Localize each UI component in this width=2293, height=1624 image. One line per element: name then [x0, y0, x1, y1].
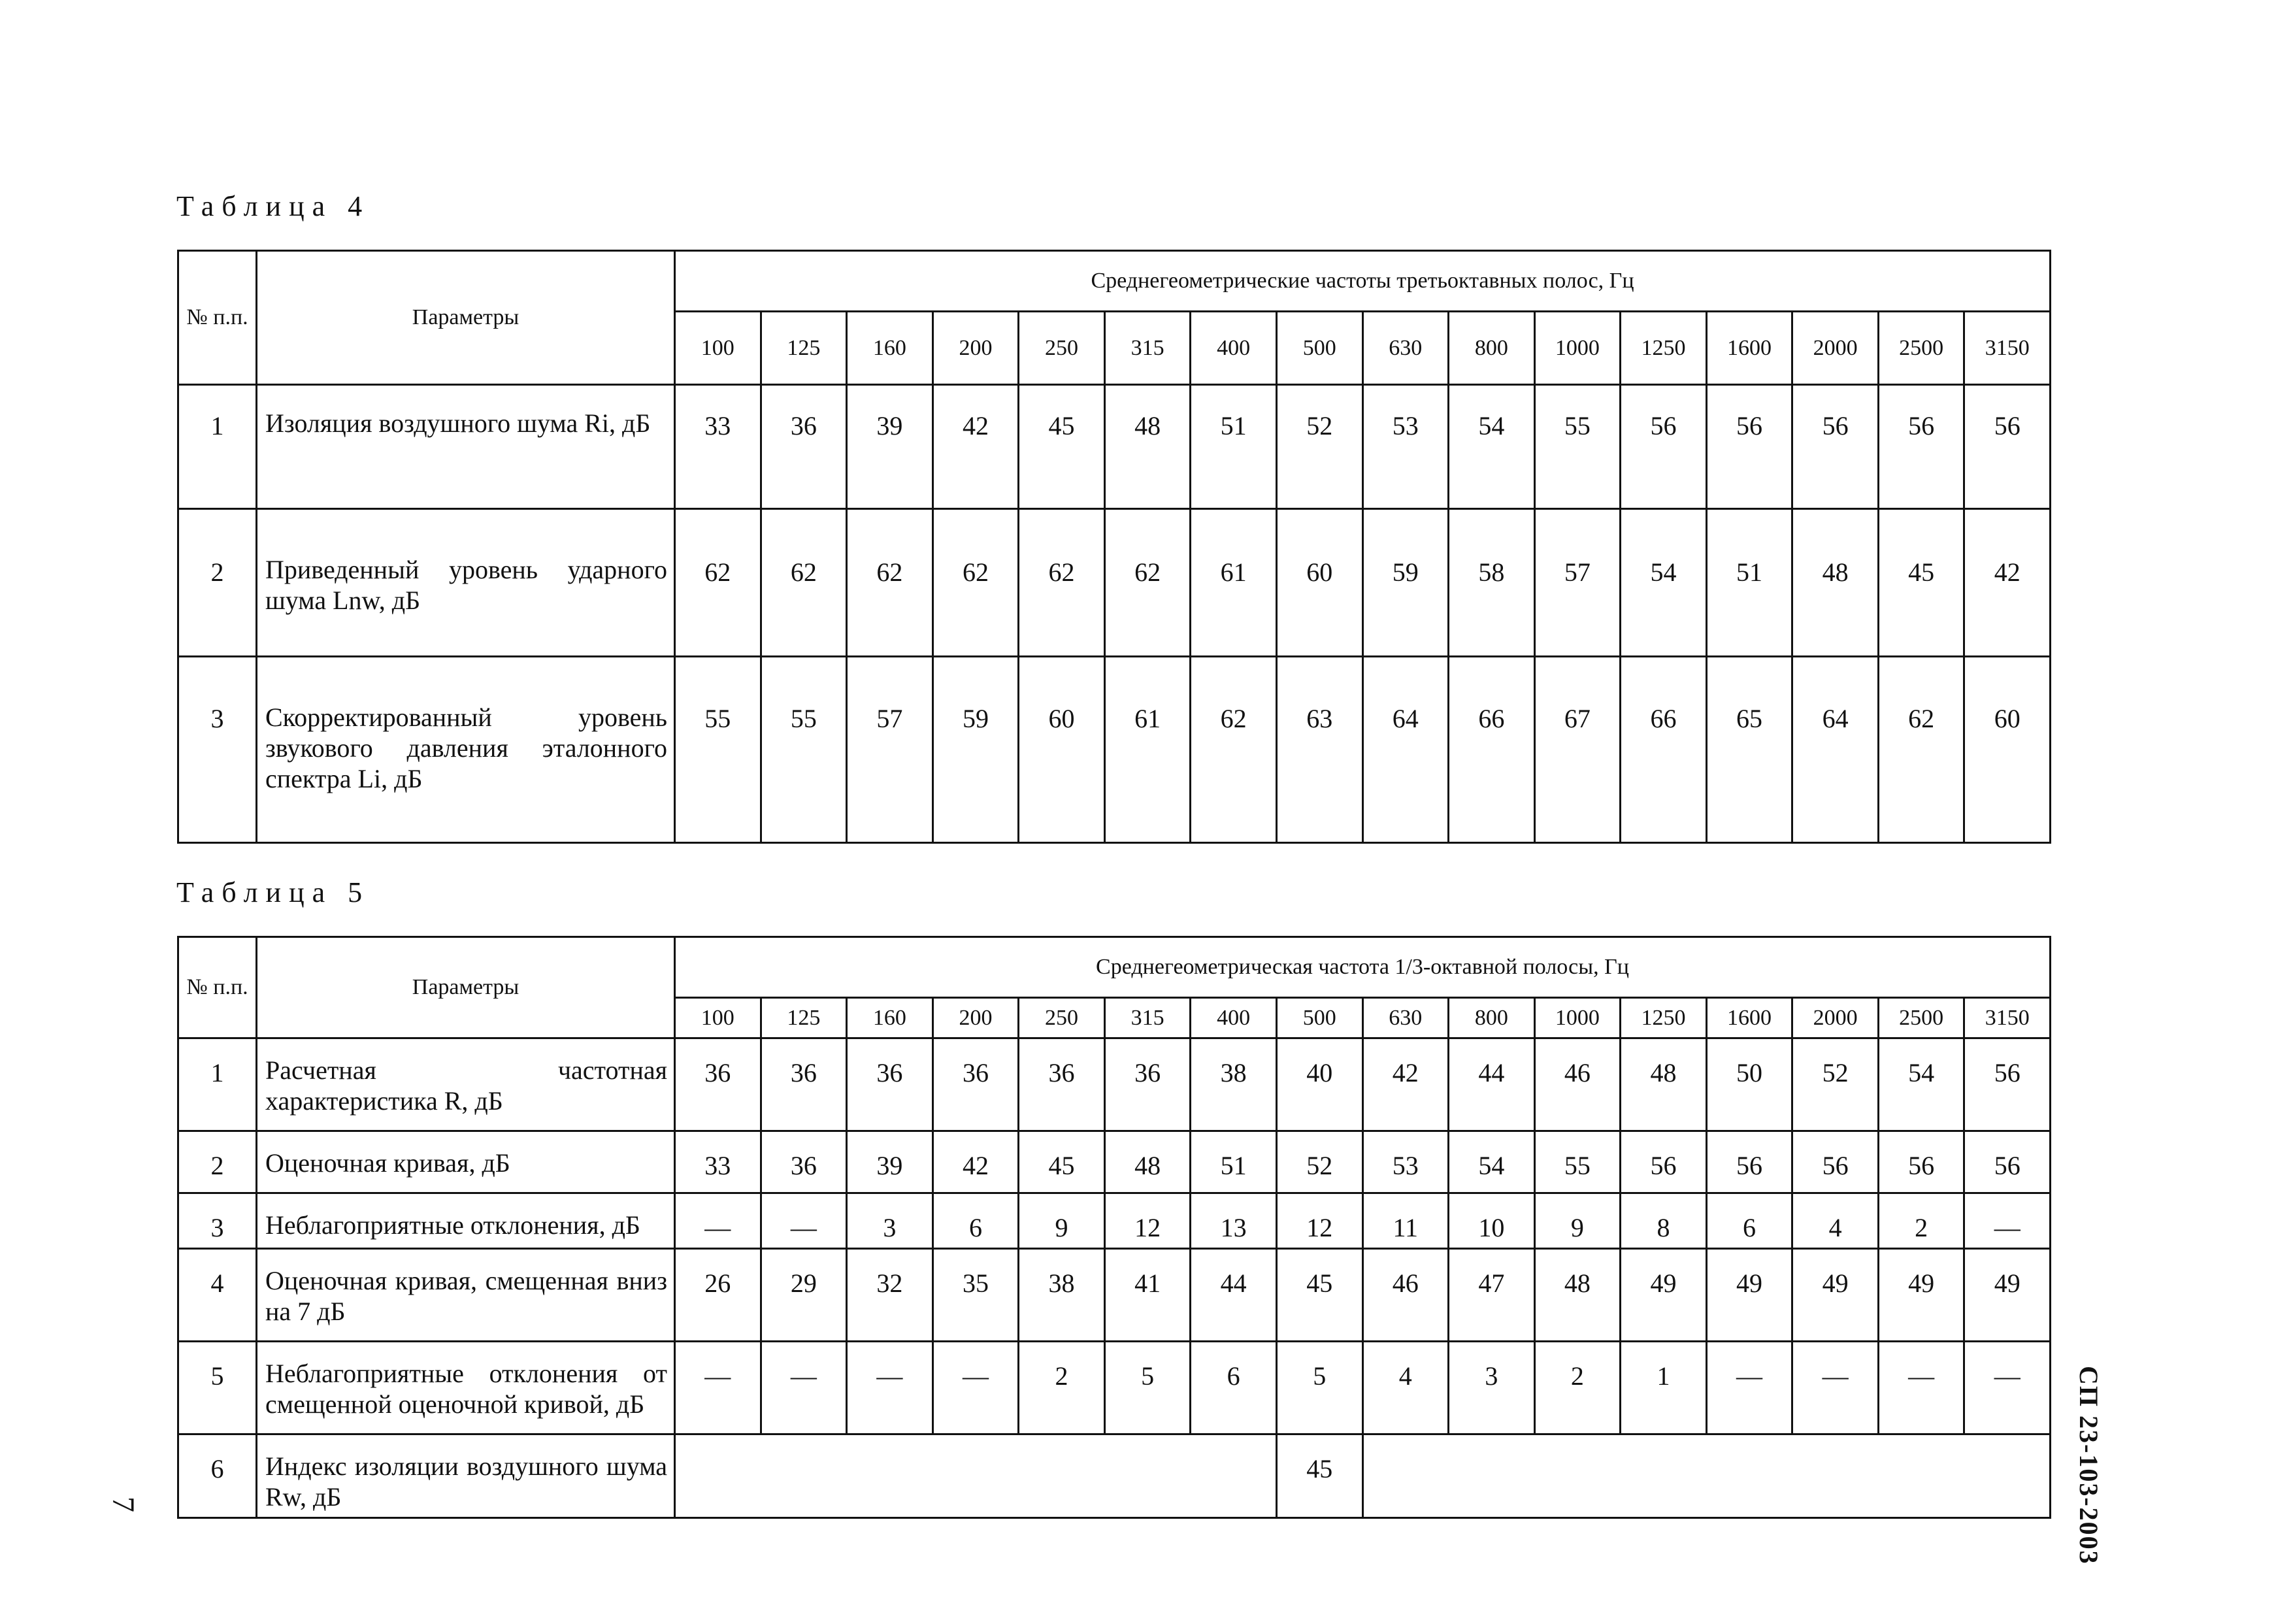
- value-cell: 62: [1104, 509, 1191, 657]
- value-cell: 6: [932, 1193, 1019, 1249]
- freq-cell: 800: [1449, 998, 1535, 1038]
- col-params-header: Параметры: [257, 251, 675, 385]
- value-cell: 36: [761, 385, 847, 509]
- value-cell: 49: [1878, 1249, 1964, 1342]
- value-cell: 36: [847, 1038, 933, 1131]
- value-cell: 5: [1104, 1342, 1191, 1434]
- table-row: [178, 1038, 2051, 1131]
- frequency-header: Среднегеометрическая частота 1/3-октавной полосы, Гц: [675, 937, 2051, 998]
- row-parameter: Приведенный уровень ударного шума Lnw, дБ: [257, 509, 675, 657]
- value-cell: 54: [1449, 1131, 1535, 1193]
- col-params-header: Параметры: [257, 937, 675, 1038]
- row-parameter: Изоляция воздушного шума Ri, дБ: [257, 385, 675, 509]
- freq-cell: 400: [1191, 312, 1277, 385]
- value-cell: 33: [675, 1131, 761, 1193]
- value-cell: 45: [1019, 385, 1105, 509]
- row-number: 4: [178, 1249, 257, 1342]
- value-cell: 8: [1621, 1193, 1707, 1249]
- value-cell: 60: [1964, 657, 2051, 843]
- value-cell: 56: [1792, 385, 1879, 509]
- freq-cell: 100: [675, 998, 761, 1038]
- freq-cell: 400: [1191, 998, 1277, 1038]
- value-cell: 9: [1534, 1193, 1621, 1249]
- freq-cell: 160: [847, 312, 933, 385]
- value-cell: 2: [1534, 1342, 1621, 1434]
- freq-cell: 100: [675, 312, 761, 385]
- row-number: 3: [178, 1193, 257, 1249]
- freq-cell: 315: [1104, 998, 1191, 1038]
- value-cell: 38: [1191, 1038, 1277, 1131]
- value-cell: 61: [1191, 509, 1277, 657]
- value-cell: 52: [1276, 385, 1362, 509]
- value-cell: 55: [675, 657, 761, 843]
- value-cell: 55: [761, 657, 847, 843]
- row-parameter: Оценочная кривая, дБ: [257, 1131, 675, 1193]
- value-cell: 62: [1878, 657, 1964, 843]
- value-cell: 42: [1362, 1038, 1449, 1131]
- value-cell: 36: [761, 1038, 847, 1131]
- value-cell: 33: [675, 385, 761, 509]
- table-row: [178, 1131, 2051, 1193]
- freq-cell: 1600: [1706, 998, 1792, 1038]
- value-cell: 48: [1534, 1249, 1621, 1342]
- value-cell: 10: [1449, 1193, 1535, 1249]
- freq-cell: 3150: [1964, 312, 2051, 385]
- value-cell: 56: [1964, 1038, 2051, 1131]
- value-cell: 36: [932, 1038, 1019, 1131]
- value-cell: 56: [1621, 385, 1707, 509]
- table-row: [178, 1342, 2051, 1434]
- freq-cell: 1000: [1534, 998, 1621, 1038]
- value-cell: 60: [1276, 509, 1362, 657]
- value-cell: 56: [1878, 385, 1964, 509]
- freq-cell: 125: [761, 312, 847, 385]
- value-cell: 56: [1706, 1131, 1792, 1193]
- value-cell: 55: [1534, 385, 1621, 509]
- value-cell: 49: [1964, 1249, 2051, 1342]
- value-cell: 36: [1104, 1038, 1191, 1131]
- value-cell: 42: [1964, 509, 2051, 657]
- value-cell: —: [932, 1342, 1019, 1434]
- value-cell: 45: [1878, 509, 1964, 657]
- row-number: 3: [178, 657, 257, 843]
- row-parameter: Скорректированный уровень звукового давления эталонного спектра Li, дБ: [257, 657, 675, 843]
- value-cell: 49: [1621, 1249, 1707, 1342]
- value-cell: —: [761, 1342, 847, 1434]
- value-cell: —: [675, 1342, 761, 1434]
- value-cell: 6: [1191, 1342, 1277, 1434]
- freq-cell: 1000: [1534, 312, 1621, 385]
- value-cell: 56: [1964, 385, 2051, 509]
- row-parameter: Неблагоприятные отклонения, дБ: [257, 1193, 675, 1249]
- value-cell: 11: [1362, 1193, 1449, 1249]
- page-number: 7: [106, 1497, 140, 1512]
- table5-caption: Таблица 5: [176, 876, 371, 908]
- value-cell: 52: [1792, 1038, 1879, 1131]
- value-cell: 42: [932, 385, 1019, 509]
- value-cell: 29: [761, 1249, 847, 1342]
- freq-cell: 800: [1449, 312, 1535, 385]
- value-cell: 53: [1362, 385, 1449, 509]
- freq-cell: 315: [1104, 312, 1191, 385]
- value-cell: —: [847, 1342, 933, 1434]
- freq-cell: 250: [1019, 312, 1105, 385]
- value-cell: —: [1792, 1342, 1879, 1434]
- value-cell: 64: [1792, 657, 1879, 843]
- table-row: [178, 1249, 2051, 1342]
- value-cell: 5: [1276, 1342, 1362, 1434]
- value-cell: 48: [1792, 509, 1879, 657]
- freq-cell: 200: [932, 998, 1019, 1038]
- freq-cell: 3150: [1964, 998, 2051, 1038]
- value-cell: 48: [1104, 1131, 1191, 1193]
- document-code: СП 23-103-2003: [2074, 1366, 2103, 1565]
- freq-cell: 160: [847, 998, 933, 1038]
- freq-cell: 125: [761, 998, 847, 1038]
- value-cell: 62: [675, 509, 761, 657]
- value-cell: 48: [1621, 1038, 1707, 1131]
- value-cell: 52: [1276, 1131, 1362, 1193]
- value-cell: 13: [1191, 1193, 1277, 1249]
- table-row: [178, 657, 2051, 843]
- empty-cell: [675, 1434, 1277, 1518]
- value-cell: 41: [1104, 1249, 1191, 1342]
- value-cell: 56: [1621, 1131, 1707, 1193]
- table-row: [178, 1434, 2051, 1518]
- value-cell: 56: [1964, 1131, 2051, 1193]
- col-number-header: № п.п.: [178, 251, 257, 385]
- value-cell: 54: [1449, 385, 1535, 509]
- value-cell: 61: [1104, 657, 1191, 843]
- table-row: [178, 509, 2051, 657]
- freq-cell: 2000: [1792, 312, 1879, 385]
- value-cell: 36: [761, 1131, 847, 1193]
- value-cell: 55: [1534, 1131, 1621, 1193]
- table-4: [177, 250, 2051, 844]
- value-cell: —: [761, 1193, 847, 1249]
- value-cell: 1: [1621, 1342, 1707, 1434]
- table-row: [178, 1193, 2051, 1249]
- value-cell: 62: [1191, 657, 1277, 843]
- value-cell: 56: [1878, 1131, 1964, 1193]
- value-cell: 57: [1534, 509, 1621, 657]
- value-cell: 67: [1534, 657, 1621, 843]
- value-cell: 50: [1706, 1038, 1792, 1131]
- value-cell: 48: [1104, 385, 1191, 509]
- value-cell: 53: [1362, 1131, 1449, 1193]
- row-number: 2: [178, 509, 257, 657]
- freq-cell: 1600: [1706, 312, 1792, 385]
- value-cell: —: [1878, 1342, 1964, 1434]
- value-cell: 39: [847, 1131, 933, 1193]
- row-parameter: Неблагоприятные отклонения от смещенной оценочной кривой, дБ: [257, 1342, 675, 1434]
- value-cell: 26: [675, 1249, 761, 1342]
- frequency-header: Среднегеометрические частоты третьоктавных полос, Гц: [675, 251, 2051, 312]
- value-cell: 12: [1104, 1193, 1191, 1249]
- freq-cell: 2500: [1878, 312, 1964, 385]
- value-cell: 66: [1621, 657, 1707, 843]
- value-cell: 45: [1276, 1249, 1362, 1342]
- value-cell: 65: [1706, 657, 1792, 843]
- value-cell: 62: [1019, 509, 1105, 657]
- col-number-header: № п.п.: [178, 937, 257, 1038]
- value-cell: 62: [761, 509, 847, 657]
- value-cell: 42: [932, 1131, 1019, 1193]
- value-cell: 12: [1276, 1193, 1362, 1249]
- table4-caption: Таблица 4: [176, 190, 371, 222]
- freq-cell: 1250: [1621, 998, 1707, 1038]
- value-cell: 54: [1878, 1038, 1964, 1131]
- empty-cell: [1362, 1434, 2051, 1518]
- value-cell: 2: [1878, 1193, 1964, 1249]
- value-cell: 59: [932, 657, 1019, 843]
- value-cell: 35: [932, 1249, 1019, 1342]
- value-cell: —: [1964, 1193, 2051, 1249]
- value-cell: 3: [847, 1193, 933, 1249]
- value-cell: 44: [1449, 1038, 1535, 1131]
- value-cell: 58: [1449, 509, 1535, 657]
- value-cell: 40: [1276, 1038, 1362, 1131]
- value-cell: 54: [1621, 509, 1707, 657]
- value-cell: 56: [1706, 385, 1792, 509]
- value-cell: 3: [1449, 1342, 1535, 1434]
- freq-cell: 630: [1362, 312, 1449, 385]
- value-cell: 2: [1019, 1342, 1105, 1434]
- value-cell: 46: [1534, 1038, 1621, 1131]
- value-cell: 62: [847, 509, 933, 657]
- freq-cell: 2000: [1792, 998, 1879, 1038]
- freq-cell: 200: [932, 312, 1019, 385]
- value-cell: —: [1706, 1342, 1792, 1434]
- value-cell: 45: [1019, 1131, 1105, 1193]
- value-cell: 4: [1362, 1342, 1449, 1434]
- value-cell: 6: [1706, 1193, 1792, 1249]
- table-row: [178, 385, 2051, 509]
- freq-cell: 250: [1019, 998, 1105, 1038]
- value-cell: 51: [1191, 1131, 1277, 1193]
- value-cell: 64: [1362, 657, 1449, 843]
- row-number: 5: [178, 1342, 257, 1434]
- row-parameter: Индекс изоляции воздушного шума Rw, дБ: [257, 1434, 675, 1518]
- freq-cell: 2500: [1878, 998, 1964, 1038]
- value-cell: —: [675, 1193, 761, 1249]
- table-5: [177, 936, 2051, 1519]
- value-cell: 39: [847, 385, 933, 509]
- value-cell: 57: [847, 657, 933, 843]
- value-cell: 36: [675, 1038, 761, 1131]
- freq-cell: 500: [1276, 998, 1362, 1038]
- row-parameter: Расчетная частотная характеристика R, дБ: [257, 1038, 675, 1131]
- value-cell: 38: [1019, 1249, 1105, 1342]
- value-cell: 49: [1792, 1249, 1879, 1342]
- value-cell: 51: [1191, 385, 1277, 509]
- value-cell: 49: [1706, 1249, 1792, 1342]
- value-cell: 4: [1792, 1193, 1879, 1249]
- value-cell: 59: [1362, 509, 1449, 657]
- freq-cell: 630: [1362, 998, 1449, 1038]
- value-cell: 47: [1449, 1249, 1535, 1342]
- value-cell: 46: [1362, 1249, 1449, 1342]
- row-number: 2: [178, 1131, 257, 1193]
- row-parameter: Оценочная кривая, смещенная вниз на 7 дБ: [257, 1249, 675, 1342]
- value-cell: 63: [1276, 657, 1362, 843]
- value-cell: 9: [1019, 1193, 1105, 1249]
- value-cell: 62: [932, 509, 1019, 657]
- row-number: 1: [178, 1038, 257, 1131]
- row-number: 6: [178, 1434, 257, 1518]
- value-cell: 60: [1019, 657, 1105, 843]
- value-cell: 56: [1792, 1131, 1879, 1193]
- index-value-cell: 45: [1276, 1434, 1362, 1518]
- freq-cell: 500: [1276, 312, 1362, 385]
- value-cell: 32: [847, 1249, 933, 1342]
- value-cell: 44: [1191, 1249, 1277, 1342]
- value-cell: 51: [1706, 509, 1792, 657]
- value-cell: 66: [1449, 657, 1535, 843]
- value-cell: —: [1964, 1342, 2051, 1434]
- value-cell: 36: [1019, 1038, 1105, 1131]
- freq-cell: 1250: [1621, 312, 1707, 385]
- row-number: 1: [178, 385, 257, 509]
